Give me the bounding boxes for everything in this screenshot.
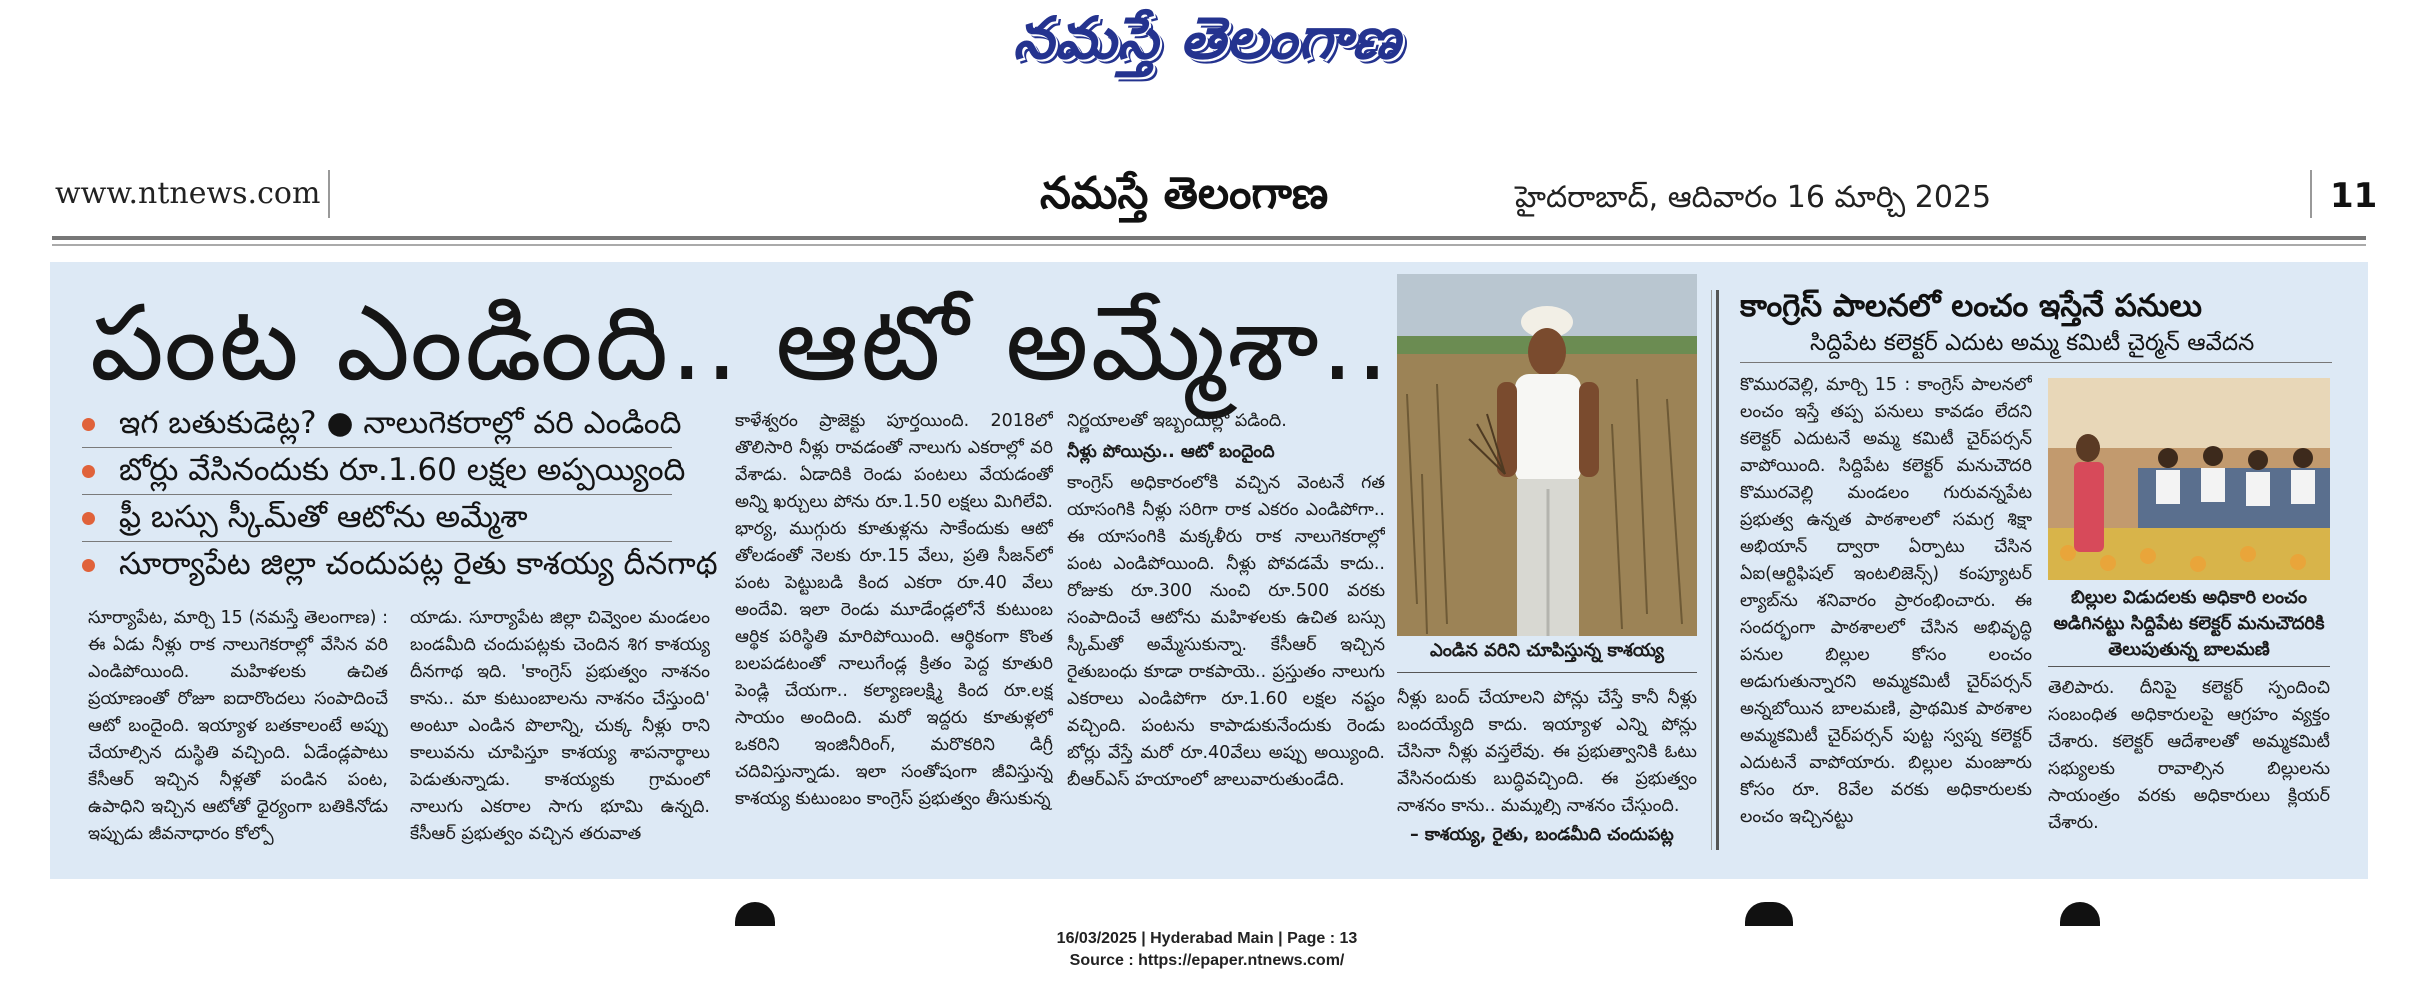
bullet-point: ఇగ బతుకుడెట్ల? ● నాలుగెకరాల్లో వరి ఎండింది (82, 405, 681, 448)
article-column: నిర్ణయాలతో ఇబ్బందుల్లో పడింది. నీళ్లు పోయిన్రు.. ఆటో బందైంది కాంగ్రెస్ అధికారంలోకి వచ్చిన వెంటనే గత యాసంగికి నీళ్లు సరిగా రాక ఎకరం ఎండిపోగా.. ఈ యాసంగికి మక్కళీరు రాక నాలుగెకరాల్లో పంట ఎండిపోయింది. నీళ్లు పోవడమే కాదు.. రోజుకు రూ.300 నుంచి రూ.500 వరకు సంపాదించే ఆటోను మహిళలకు ఉచిత బస్సు స్కీమ్‌తో అమ్మేసుకున్నా. కేసీఆర్ ఇచ్చిన రైతుబంధు కూడా రాకపాయె.. ప్రస్తుతం నాలుగు ఎకరాలు ఎండిపోగా రూ.1.60 లక్షల నష్టం వచ్చింది. పంటను కాపాడుకునేందుకు రెండు బోర్లు వేస్తే మరో రూ.40వేలు అప్పు అయ్యింది. బీఆర్‌ఎస్ హయాంలో జాలువారుతుండేది. (1067, 408, 1385, 868)
side-headline: కాంగ్రెస్ పాలనలో లంచం ఇస్తేనే పనులు (1740, 288, 2202, 324)
masthead-logo: నమస్తే తెలంగాణ (1013, 4, 1401, 72)
photo-caption: ఎండిన వరిని చూపిస్తున్న కాశయ్య (1429, 640, 1665, 661)
bullet-point: సూర్యాపేట జిల్లా చందుపట్ల రైతు కాశయ్య దీనగాథ (82, 546, 718, 589)
clipped-heading-fragment (2060, 902, 2100, 926)
article-column: సూర్యాపేట, మార్చి 15 (నమస్తే తెలంగాణ) : ఈ ఏడు నీళ్లు రాక నాలుగెకరాల్లో వేసిన వరి ఎండిపోయింది. మహిళలకు ఉచిత ప్రయాణంతో రోజూ ఐదారొందలు సంపాదించే ఆటో బందైంది. ఇయ్యాళ బతకాలంటే అప్పు చేయాల్సిన దుస్థితి వచ్చింది. ఏడేండ్లపాటు కేసీఆర్ ఇచ్చిన నీళ్లతో పండిన పంట, ఉపాధిని ఇచ్చిన ఆటోతో ధైర్యంగా బతికినోడు ఇప్పుడు జీవనాధారం కోల్పో (88, 608, 388, 844)
clipped-heading-fragment (1745, 902, 1793, 926)
bullet-divider (82, 541, 672, 542)
page-number: 11 (2330, 176, 2378, 216)
side-rule (1740, 362, 2332, 363)
article-column: కొమురవెల్లి, మార్చి 15 : కాంగ్రెస్ పాలనలో లంచం ఇస్తే తప్ప పనులు కావడం లేదని కలెక్టర్ ఎదుటనే అమ్మ కమిటీ చైర్‌పర్సన్ వాపోయింది. సిద్దిపేట కలెక్టర్ మనుచౌదరి కొమురవెల్లి మండలం గురువన్నపేట ప్రభుత్వ ఉన్నత పాఠశాలలో సమగ్ర శిక్షా అభియాన్ ద్వారా ఏర్పాటు చేసిన ఏఐ(ఆర్టిఫిషల్ ఇంటలిజెన్స్) కంప్యూటర్ ల్యాబ్‌ను శనివారం ప్రారంభించారు. ఈ సందర్భంగా పాఠశాలలో చేసిన అభివృద్ధి పనుల బిల్లుల కోసం లంచం అడుగుతున్నారని అమ్మకమిటీ చైర్‌పర్సన్ అన్నబోయిన బాలమణి, ప్రాథమిక పాఠశాల అమ్మకమిటీ చైర్‌పర్సన్ పుట్ట స్వప్న కలెక్టర్ ఎదుటనే వాపోయారు. బిల్లుల మంజూరు కోసం రూ. 8వేల వరకు అధికారులకు లంచం ఇచ్చినట్టు (1740, 375, 2032, 827)
footer-source-link[interactable]: Source : https://epaper.ntnews.com/ (1069, 952, 1345, 969)
bullet-point: ఫ్రీ బస్సు స్కీమ్‌తో ఆటోను అమ్మేశా (82, 499, 528, 542)
bullet-dot-icon (82, 512, 95, 525)
photo-caption: బిల్లుల విడుదలకు అధికారి లంచం అడిగినట్టు సిద్దిపేట కలెక్టర్ మనుచౌదరికి తెలుపుతున్న బాలమణి (2053, 587, 2325, 660)
article-column: నీళ్లు బంద్ చేయాలని పోన్లు చేస్తే కానీ నీళ్లు బందయ్యేది కాదు. ఇయ్యాళ ఎన్ని పోన్లు చేసినా నీళ్లు వస్తలేవు. ఈ ప్రభుత్వానికి ఓటు వేసినందుకు బుద్ధివచ్చింది. ఈ ప్రభుత్వం నాశనం కాను.. మమ్మల్ని నాశనం చేస్తుంది. (1397, 688, 1697, 815)
column-separator (1711, 290, 1712, 850)
collector-meeting-photo (2048, 378, 2330, 580)
bullet-divider (82, 447, 672, 448)
clipped-heading-fragment (735, 902, 775, 926)
header-divider (328, 170, 330, 218)
article-column: యాడు. సూర్యాపేట జిల్లా చివ్వెంల మండలం బండమీది చందుపట్లకు చెందిన శిగ కాశయ్య దీనగాథ ఇది. 'కాంగ్రెస్ ప్రభుత్వం నాశనం కాను.. మా కుటుంబాలను నాశనం చేస్తుంది' అంటూ ఎండిన పొలాన్ని, చుక్క నీళ్లు రాని కాలువను చూపిస్తూ కాశయ్య శాపనార్థాలు పెడుతున్నాడు. కాశయ్యకు గ్రామంలో నాలుగు ఎకరాల సాగు భూమి ఉన్నది. కేసీఆర్ ప్రభుత్వం వచ్చిన తరువాత (410, 608, 710, 844)
header-divider (2310, 170, 2312, 218)
column-separator (1716, 290, 1719, 850)
bullet-dot-icon (82, 559, 95, 572)
article-column: కాళేశ్వరం ప్రాజెక్టు పూర్తయింది. 2018లో తొలిసారి నీళ్లు రావడంతో నాలుగు ఎకరాల్లో వరి వేశాడు. ఏడాదికి రెండు పంటలు వేయడంతో అన్ని ఖర్చులు పోను రూ.1.50 లక్షలు మిగిలేవి. భార్య, ముగ్గురు కూతుళ్లను సాకేందుకు ఆటో తోలడంతో నెలకు రూ.15 వేలు, ప్రతి సీజన్‌లో పంట పెట్టుబడి కింద ఎకరా రూ.40 వేలు అందేవి. ఇలా రెండు మూడేండ్లలోనే కుటుంబ ఆర్థిక పరిస్థితి మారిపోయింది. ఆర్థికంగా కొంత బలపడటంతో నాలుగేండ్ల క్రితం పెద్ద కూతురి పెండ్లి చేయగా.. కల్యాణలక్ష్మి కింద రూ.లక్ష సాయం అందింది. మరో ఇద్దరు కూతుళ్లలో ఒకరిని ఇంజినీరింగ్, మరొకరిని డిగ్రీ చదివిస్తున్నాడు. ఇలా సంతోషంగా జీవిస్తున్న కాశయ్య కుటుంబం కాంగ్రెస్ ప్రభుత్వం తీసుకున్న (735, 411, 1053, 809)
bullet-dot-icon (82, 465, 95, 478)
header-rule (52, 236, 2366, 240)
caption-rule (2048, 666, 2330, 667)
bullet-divider (82, 494, 672, 495)
bullet-dot-icon (82, 418, 95, 431)
article-column: తెలిపారు. దీనిపై కలెక్టర్ స్పందించి సంబంధిత అధికారులపై ఆగ్రహం వ్యక్తం చేశారు. కలెక్టర్ ఆదేశాలతో అమ్మకమిటీ సభ్యులకు రావాల్సిన బిల్లులను సాయంత్రం వరకు అధికారులు క్లియర్ చేశారు. (2048, 678, 2330, 833)
dateline: హైదరాబాద్, ఆదివారం 16 మార్చి 2025 (1515, 180, 1992, 215)
farmer-photo (1397, 274, 1697, 636)
paper-name: నమస్తే తెలంగాణ (1040, 168, 1329, 219)
caption-rule (1397, 672, 1697, 673)
bullet-point: బోర్లు వేసినందుకు రూ.1.60 లక్షల అప్పయ్యింది (82, 452, 685, 495)
quote-credit: – కాశయ్య, రైతు, బండమీది చందుపట్ల (1410, 825, 1674, 845)
side-subheadline: సిద్దిపేట కలెక్టర్ ఎదుట అమ్మ కమిటీ చైర్మన్ ఆవేదన (1810, 330, 2255, 356)
site-url[interactable]: www.ntnews.com (55, 176, 321, 211)
column-subhead: నీళ్లు పోయిన్రు.. ఆటో బందైంది (1067, 442, 1275, 462)
main-headline: పంట ఎండింది.. ఆటో అమ్మేశా.. (90, 282, 1391, 404)
footer-edition-info: 16/03/2025 | Hyderabad Main | Page : 13 (1056, 930, 1358, 947)
header-rule (52, 244, 2366, 246)
column-lead: నిర్ణయాలతో ఇబ్బందుల్లో పడింది. (1067, 411, 1287, 431)
